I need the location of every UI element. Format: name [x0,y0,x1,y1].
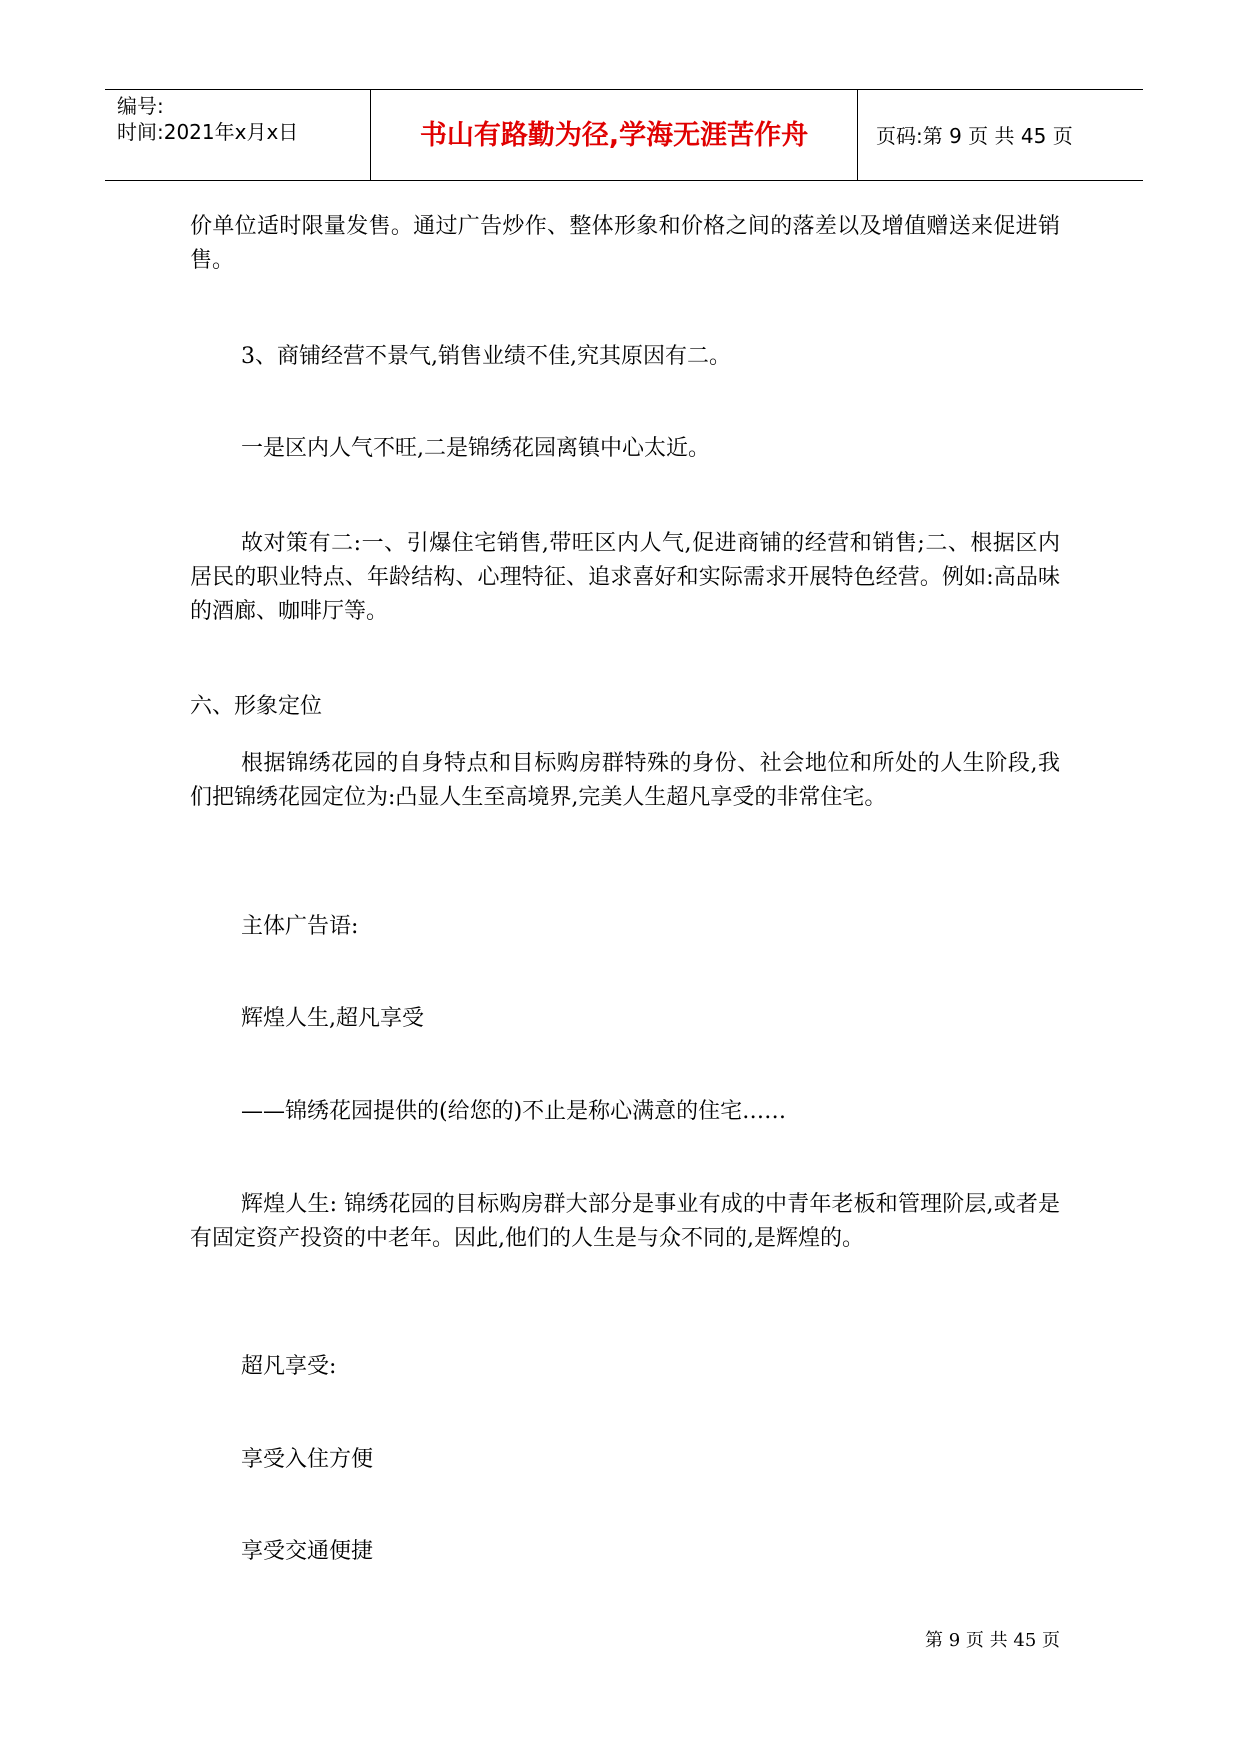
paragraph-slogan-sub: ——锦绣花园提供的(给您的)不止是称心满意的住宅…… [241,1099,787,1124]
motto-text: 书山有路勤为径,学海无涯苦作舟 [419,120,809,151]
serial-number-label: 编号: [117,94,164,118]
header-right-cell [858,90,1143,180]
paragraph-slogan: 辉煌人生,超凡享受 [241,1006,424,1031]
paragraph-extraordinary-enjoyment: 超凡享受: [241,1354,337,1379]
paragraph-shop-issue: 3、商铺经营不景气,销售业绩不佳,究其原因有二。 [241,344,731,369]
section-heading-image-positioning: 六、形象定位 [190,694,323,719]
paragraph-slogan-label: 主体广告语: [241,914,359,939]
header-motto-cell [370,90,858,180]
paragraph-countermeasures: 故对策有二:一、引爆住宅销售,带旺区内人气,促进商铺的经营和销售;二、根据区内居民的职业特点、年龄结构、心理特征、追求喜好和实际需求开展特色经营。例如:高品味的酒廊、咖啡厅等。 [190,531,1060,624]
paragraph-positioning: 根据锦绣花园的自身特点和目标购房群特殊的身份、社会地位和所处的人生阶段,我们把锦绣花园定位为:凸显人生至高境界,完美人生超凡享受的非常住宅。 [190,751,1060,810]
page-header [105,89,1143,181]
page-footer: 第 9 页 共 45 页 [925,1630,1060,1651]
time-label: 时间:2021年x月x日 [117,120,299,144]
page-number-label: 页码:第 9 页 共 45 页 [876,124,1073,148]
header-left-cell [105,90,370,180]
paragraph-continuation: 价单位适时限量发售。通过广告炒作、整体形象和价格之间的落差以及增值赠送来促进销售。 [190,214,1060,273]
paragraph-enjoy-living: 享受入住方便 [241,1447,374,1472]
paragraph-glorious-life: 辉煌人生: 锦绣花园的目标购房群大部分是事业有成的中青年老板和管理阶层,或者是有固定资产投资的中老年。因此,他们的人生是与众不同的,是辉煌的。 [190,1192,1060,1251]
paragraph-reasons: 一是区内人气不旺,二是锦绣花园离镇中心太近。 [241,436,710,461]
paragraph-enjoy-transport: 享受交通便捷 [241,1539,374,1564]
